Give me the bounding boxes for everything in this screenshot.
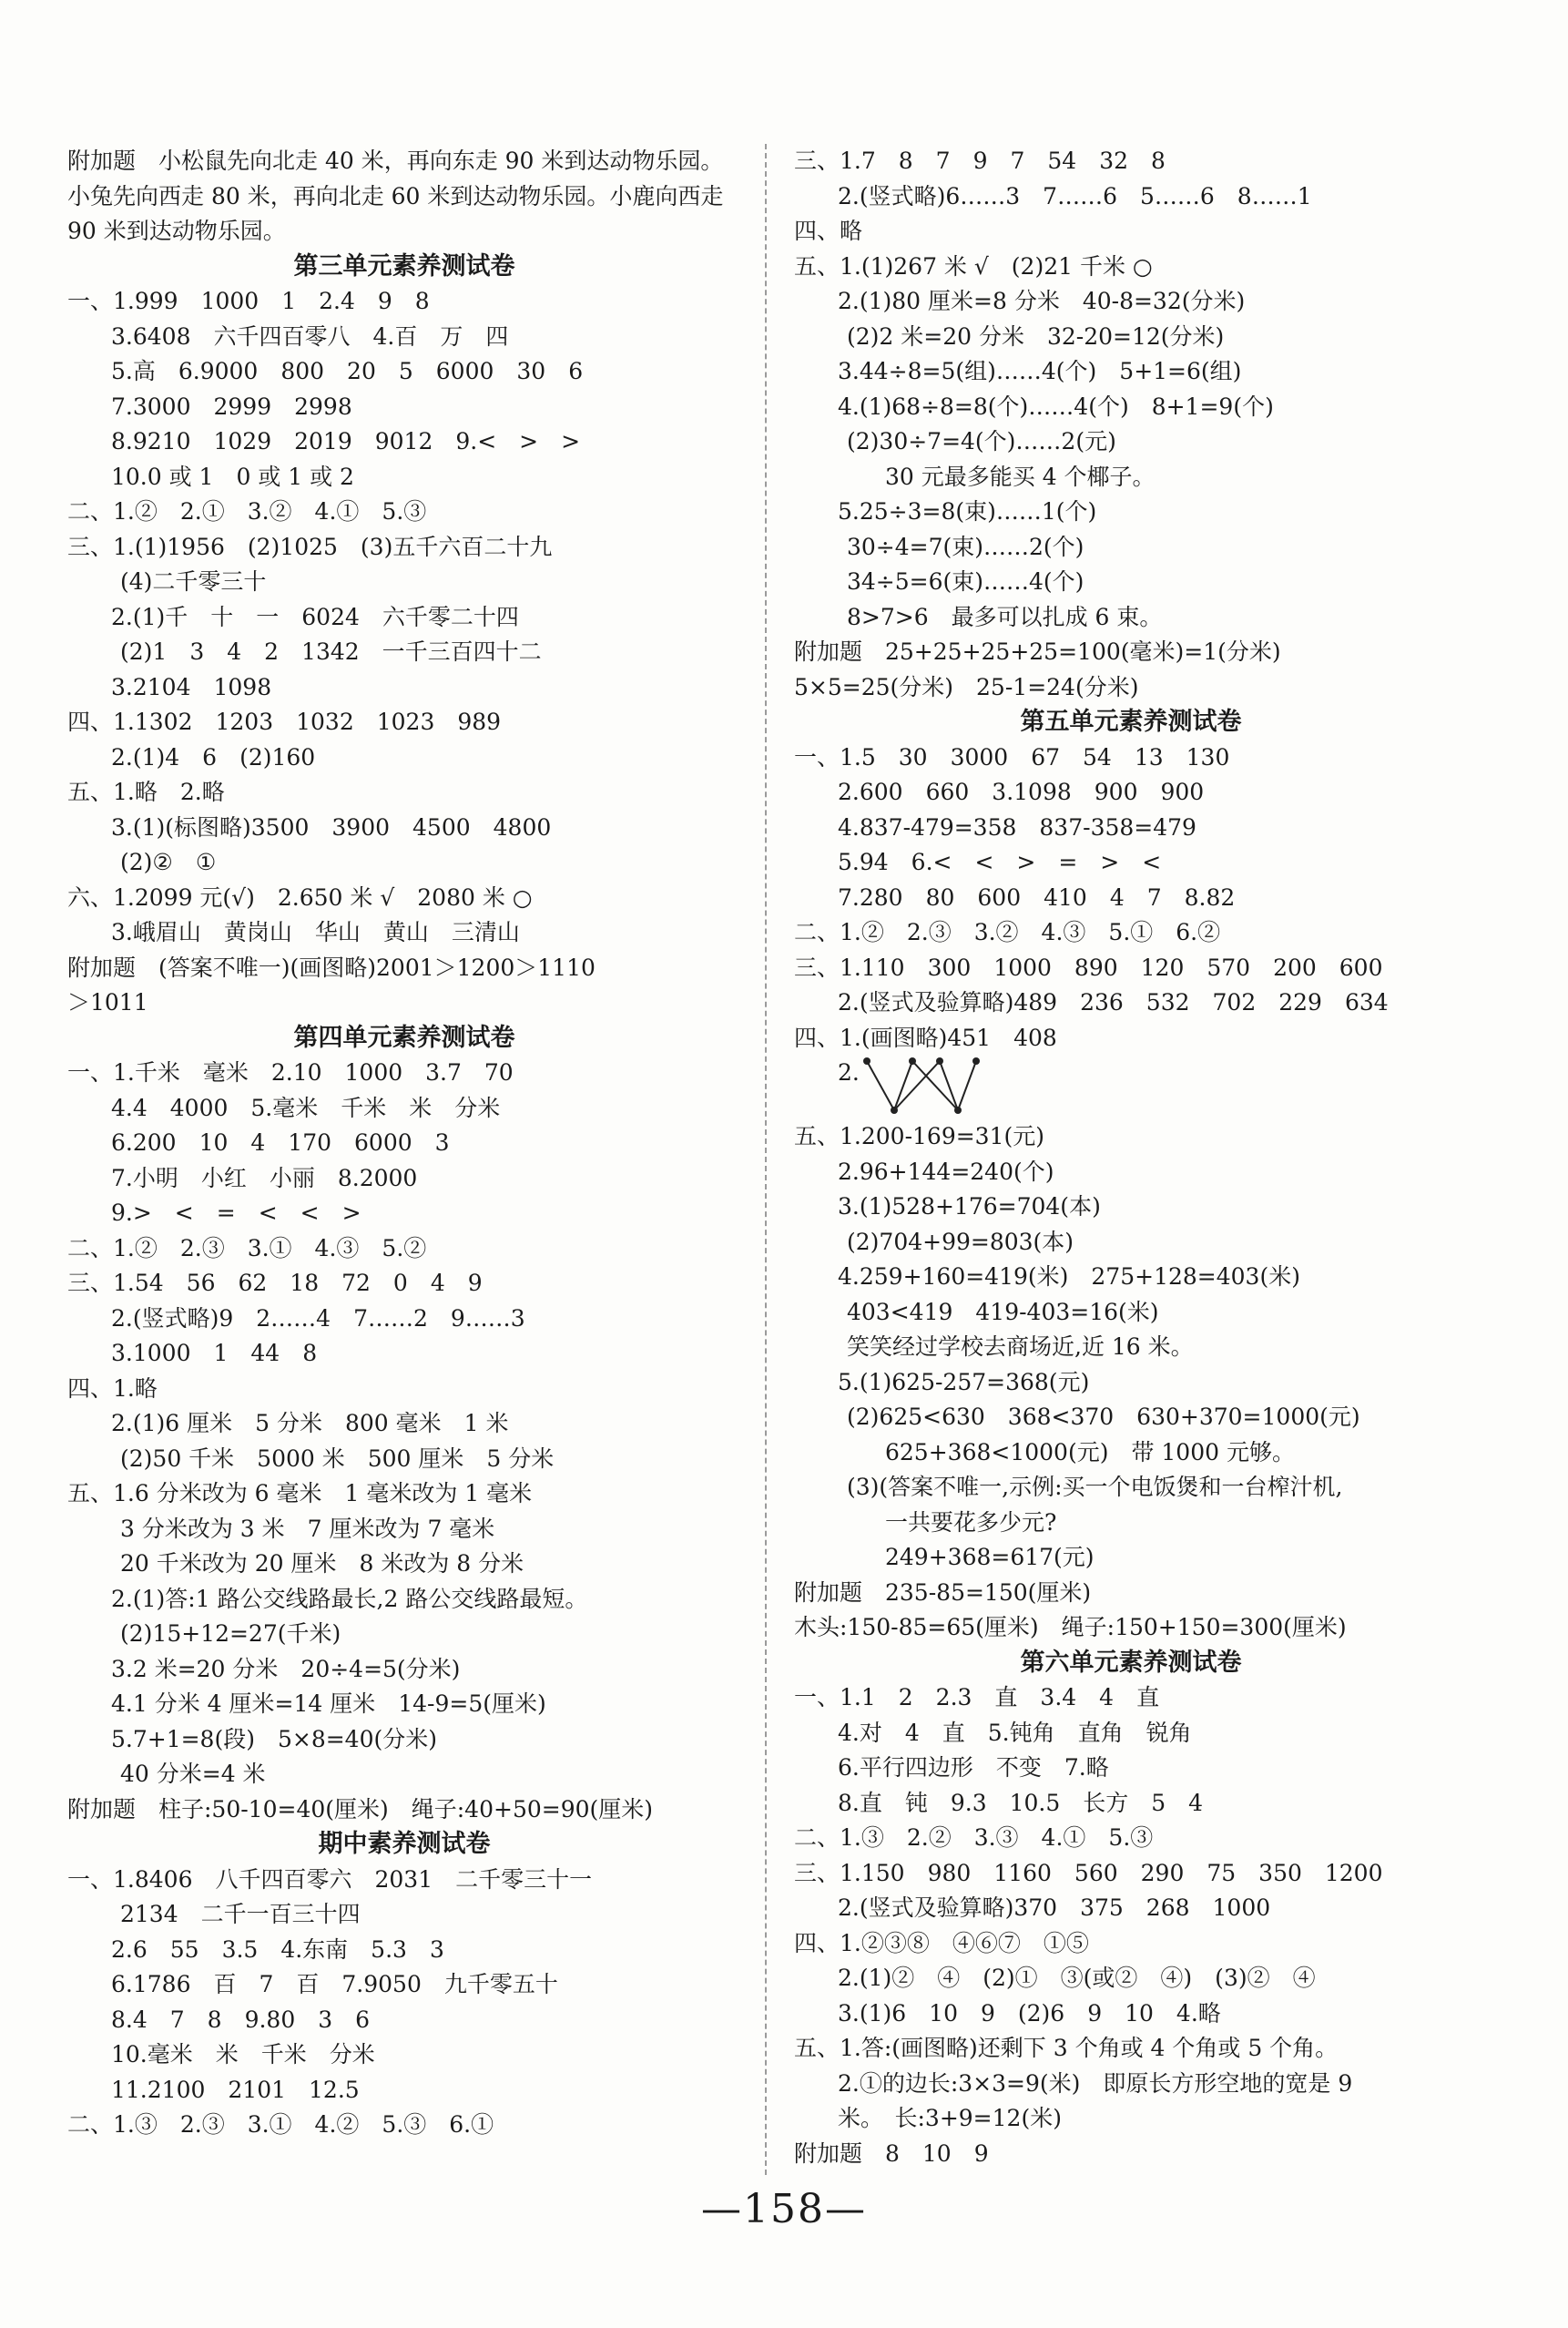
left-answer-line: 3.2 米=20 分米 20÷4=5(分米) (111, 1655, 461, 1682)
diagram-point (972, 1057, 980, 1065)
left-answer-line: 2.(1)千 十 一 6024 六千零二十四 (111, 603, 519, 630)
left-answer-line: 11.2100 2101 12.5 (111, 2076, 360, 2103)
left-answer-line: ＞1011 (67, 989, 148, 1016)
left-answer-line: 附加题 小松鼠先向北走 40 米，再向东走 90 米到达动物乐园。小兔先向西走 80 米，再向北走 60 米到达动物乐园。小鹿向西走 90 米到达动物乐园。 (67, 148, 724, 244)
left-answer-line: 10.毫米 米 千米 分米 (111, 2041, 375, 2068)
left-answer-line: 4.4 4000 5.毫米 千米 米 分米 (111, 1094, 501, 1121)
left-answer-line: 9.> < = < < > (111, 1200, 361, 1226)
right-answer-line: 4.对 4 直 5.钝角 直角 锐角 (838, 1719, 1192, 1746)
diagram-segment (894, 1061, 940, 1110)
diagram-answer: 2. (794, 1056, 1468, 1119)
right-answer-line: 四、略 (794, 218, 863, 244)
left-answer-line: 40 分米=4 米 (120, 1761, 266, 1787)
right-answer-line: 6.平行四边形 不变 7.略 (838, 1754, 1109, 1781)
diagram-point (954, 1107, 962, 1114)
right-answer-line: (2)30÷7=4(个)……2(元) (847, 428, 1116, 454)
right-answer-line: 2.(1)② ④ (2)① ③(或② ④) (3)② ④ (838, 1965, 1316, 1991)
right-answer-line: 2.(竖式及验算略)370 375 268 1000 (838, 1894, 1271, 1921)
left-answer-line: 五、1.略 2.略 (67, 779, 225, 805)
right-answer-line: 2.(竖式及验算略)489 236 532 702 229 634 (838, 989, 1389, 1016)
right-answer-line: 30÷4=7(束)……2(个) (847, 533, 1084, 560)
left-answer-line: 2.(1)4 6 (2)160 (111, 743, 316, 771)
right-answer-line: 3.(1)528+176=704(本) (838, 1193, 1101, 1220)
diagram-segment (958, 1061, 976, 1110)
right-answer-line: 附加题 8 10 9 (794, 2139, 989, 2167)
left-answer-line: 4.1 分米 4 厘米=14 厘米 14-9=5(厘米) (111, 1690, 546, 1717)
left-answer-line: (2)50 千米 5000 米 500 厘米 5 分米 (120, 1445, 555, 1472)
right-answer-line: 5.94 6.< < > = > < (838, 849, 1162, 875)
left-answer-line: 四、1.1302 1203 1032 1023 989 (67, 709, 502, 735)
right-answer-line: 五、1.200-169=31(元) (794, 1123, 1045, 1149)
right-answer-line: 2.①的边长:3×3=9(米) 即原长方形空地的宽是 9 (838, 2069, 1353, 2097)
right-answer-line: 5×5=25(分米) 25-1=24(分米) (794, 673, 1139, 700)
left-answer-line: 3.2104 1098 (111, 673, 272, 700)
right-answer-line: 8>7>6 最多可以扎成 6 束。 (847, 603, 1163, 630)
left-answer-line: 三、1.(1)1956 (2)1025 (3)五千六百二十九 (67, 533, 553, 560)
right-answer-line: 五、1.答:(画图略)还剩下 3 个角或 4 个角或 5 个角。 (794, 2035, 1339, 2061)
left-answer-line: 3.峨眉山 黄岗山 华山 黄山 三清山 (111, 919, 520, 945)
right-answer-line: 3.44÷8=5(组)……4(个) 5+1=6(组) (838, 358, 1242, 384)
left-answer-line: 7.小明 小红 小丽 8.2000 (111, 1164, 418, 1191)
right-answer-line: 米。 长:3+9=12(米) (838, 2105, 1062, 2131)
right-answer-line: 四、1.(画图略)451 408 (794, 1024, 1057, 1051)
right-answer-line: 一、1.5 30 3000 67 54 13 130 (794, 743, 1230, 771)
right-answer-line: 34÷5=6(束)……4(个) (847, 568, 1084, 595)
right-answer-line: 五、1.(1)267 米 √ (2)21 千米 ○ (794, 252, 1153, 280)
right-answer-line: (2)625<630 368<370 630+370=1000(元) (847, 1404, 1360, 1430)
right-answer-line: 笑笑经过学校去商场近,近 16 米。 (847, 1333, 1194, 1360)
right-answer-line: 木头:150-85=65(厘米) 绳子:150+150=300(厘米) (794, 1614, 1347, 1640)
left-answer-line: 2.(1)答:1 路公交线路最长,2 路公交线路最短。 (111, 1585, 588, 1612)
left-answer-line: 二、1.③ 2.③ 3.① 4.② 5.③ 6.① (67, 2111, 494, 2138)
left-answer-line: 一、1.千米 毫米 2.10 1000 3.7 70 (67, 1059, 514, 1086)
left-answer-line: 5.7+1=8(段) 5×8=40(分米) (111, 1725, 437, 1752)
line-drawing-figure (858, 1056, 1003, 1116)
diagram-segment (912, 1061, 958, 1110)
left-answer-line: 5.高 6.9000 800 20 5 6000 30 6 (111, 358, 584, 384)
right-answer-line: (2)2 米=20 分米 32-20=12(分米) (847, 322, 1225, 350)
left-answer-line: (2)② ① (120, 849, 217, 875)
right-answer-line: 四、1.②③⑧ ④⑥⑦ ①⑤ (794, 1929, 1089, 1956)
page-number: —158— (701, 2186, 867, 2232)
right-answer-line: 249+368=617(元) (885, 1544, 1095, 1570)
right-answer-line: 4.259+160=419(米) 275+128=403(米) (838, 1263, 1300, 1290)
left-answer-line: 附加题 (答案不唯一)(画图略)2001＞1200＞1110 (67, 954, 596, 981)
diagram-segment (867, 1061, 894, 1110)
right-answer-line: 2.(1)80 厘米=8 分米 40-8=32(分米) (838, 288, 1246, 314)
left-answer-line: (2)1 3 4 2 1342 一千三百四十二 (120, 638, 542, 665)
section-title: 第三单元素养测试卷 (293, 251, 515, 281)
right-answer-line: 三、1.7 8 7 9 7 54 32 8 (794, 148, 1166, 174)
left-answer-line: 附加题 柱子:50-10=40(厘米) 绳子:40+50=90(厘米) (67, 1795, 654, 1823)
left-answer-line: 六、1.2099 元(√) 2.650 米 √ 2080 米 ○ (67, 883, 533, 911)
right-answer-line: 4.(1)68÷8=8(个)……4(个) 8+1=9(个) (838, 393, 1274, 420)
right-answer-line: 一、1.1 2 2.3 直 3.4 4 直 (794, 1684, 1160, 1710)
right-answer-line: 5.(1)625-257=368(元) (838, 1368, 1090, 1395)
left-answer-line: 3.1000 1 44 8 (111, 1340, 318, 1366)
section-title: 第四单元素养测试卷 (293, 1023, 515, 1052)
right-answer-line: 30 元最多能买 4 个椰子。 (885, 463, 1156, 490)
left-answer-line: 10.0 或 1 0 或 1 或 2 (111, 463, 354, 490)
left-answer-line: 20 千米改为 20 厘米 8 米改为 8 分米 (120, 1550, 524, 1577)
right-answer-line: 二、1.③ 2.② 3.③ 4.① 5.③ (794, 1824, 1154, 1851)
left-answer-line: 8.9210 1029 2019 9012 9.< > > (111, 428, 581, 454)
right-answer-line: 2.96+144=240(个) (838, 1158, 1054, 1185)
right-answer-line: 附加题 25+25+25+25=100(毫米)=1(分米) (794, 638, 1281, 665)
right-answer-line: 7.280 80 600 410 4 7 8.82 (838, 883, 1236, 911)
left-answer-line: (4)二千零三十 (120, 568, 267, 595)
left-answer-line: 2.(竖式略)9 2……4 7……2 9……3 (111, 1304, 525, 1332)
right-answer-line: 二、1.② 2.③ 3.② 4.③ 5.① 6.② (794, 919, 1221, 945)
diagram-point (936, 1057, 943, 1065)
left-answer-line: 7.3000 2999 2998 (111, 393, 352, 420)
section-title: 第六单元素养测试卷 (1020, 1648, 1242, 1677)
column-divider (765, 144, 767, 2175)
diagram-point (909, 1057, 916, 1065)
right-answer-line: 2.600 660 3.1098 900 900 (838, 779, 1205, 805)
right-answer-line: 一共要花多少元? (885, 1508, 1057, 1536)
right-answer-line: 3.(1)6 10 9 (2)6 9 10 4.略 (838, 1999, 1221, 2027)
left-answer-line: 二、1.② 2.① 3.② 4.① 5.③ (67, 498, 427, 525)
right-answer-line: (2)704+99=803(本) (847, 1228, 1074, 1255)
right-answer-line: 403<419 419-403=16(米) (847, 1298, 1159, 1325)
left-answer-line: 3.(1)(标图略)3500 3900 4500 4800 (111, 813, 552, 841)
right-answer-line: 三、1.150 980 1160 560 290 75 350 1200 (794, 1859, 1383, 1886)
left-answer-line: 8.4 7 8 9.80 3 6 (111, 2006, 371, 2033)
left-answer-line: 6.1786 百 7 百 7.9050 九千零五十 (111, 1971, 558, 1997)
diagram-point (891, 1107, 898, 1114)
left-answer-line: (2)15+12=27(千米) (120, 1620, 341, 1647)
right-column (794, 144, 1468, 2171)
left-answer-line: 2134 二千一百三十四 (120, 1901, 361, 1927)
left-answer-line: 一、1.999 1000 1 2.4 9 8 (67, 288, 430, 314)
left-answer-line: 四、1.略 (67, 1374, 158, 1402)
left-answer-line: 三、1.54 56 62 18 72 0 4 9 (67, 1270, 483, 1296)
left-answer-line: 2.6 55 3.5 4.东南 5.3 3 (111, 1935, 444, 1963)
left-answer-line: 2.(1)6 厘米 5 分米 800 毫米 1 米 (111, 1410, 509, 1436)
left-answer-line: 二、1.② 2.③ 3.① 4.③ 5.② (67, 1234, 427, 1261)
left-answer-line: 6.200 10 4 170 6000 3 (111, 1129, 450, 1156)
right-answer-line: 625+368<1000(元) 带 1000 元够。 (885, 1438, 1295, 1465)
right-answer-line: 8.直 钝 9.3 10.5 长方 5 4 (838, 1789, 1204, 1816)
right-answer-line: 4.837-479=358 837-358=479 (838, 813, 1196, 841)
right-answer-line: 三、1.110 300 1000 890 120 570 200 600 (794, 954, 1383, 981)
left-answer-line: 3 分米改为 3 米 7 厘米改为 7 毫米 (120, 1515, 495, 1542)
right-answer-line: (3)(答案不唯一,示例:买一个电饭煲和一台榨汁机, (847, 1474, 1343, 1500)
left-column (67, 144, 741, 2143)
right-answer-line: 2.(竖式略)6……3 7……6 5……6 8……1 (838, 182, 1312, 209)
left-answer-line: 3.6408 六千四百零八 4.百 万 四 (111, 322, 509, 350)
section-title: 期中素养测试卷 (318, 1830, 491, 1858)
diagram-segment (894, 1061, 912, 1110)
right-answer-line: 5.25÷3=8(束)……1(个) (838, 498, 1097, 525)
left-answer-line: 一、1.8406 八千四百零六 2031 二千零三十一 (67, 1865, 593, 1893)
diagram-segment (940, 1061, 958, 1110)
right-answer-line: 附加题 235-85=150(厘米) (794, 1578, 1092, 1606)
diagram-point (863, 1057, 871, 1065)
section-title: 第五单元素养测试卷 (1020, 708, 1242, 736)
left-answer-line: 五、1.6 分米改为 6 毫米 1 毫米改为 1 毫米 (67, 1480, 533, 1506)
